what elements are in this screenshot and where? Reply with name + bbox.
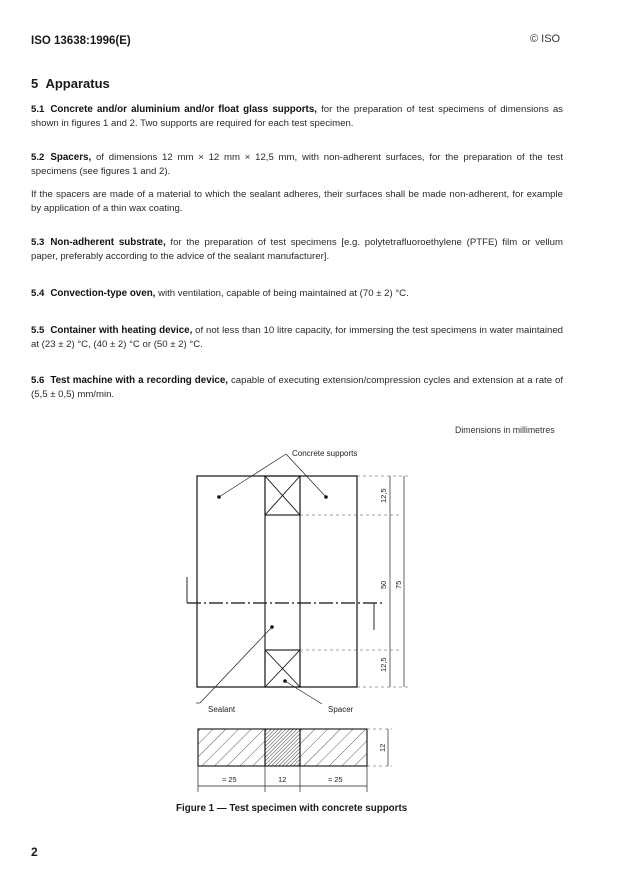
section-left-support — [198, 729, 265, 766]
dim-12-mid: 12 — [278, 775, 287, 784]
clause-term: Non-adherent substrate, — [50, 237, 166, 248]
concrete-supports-label: Concrete supports — [292, 449, 358, 458]
standard-id: ISO 13638:1996(E) — [31, 35, 131, 47]
clause-number: 5.3 — [31, 237, 45, 248]
dim-50: 50 — [379, 580, 388, 589]
clause-text: capable of executing extension/compression cycles and extension at a rate of (5,5 ± 0,5) mm/min. — [31, 375, 564, 400]
clause-number: 5.2 — [31, 152, 45, 163]
dim-25-right: ≈ 25 — [328, 775, 343, 784]
dim-12-5-top: 12,5 — [379, 488, 388, 503]
copyright-mark: © ISO — [530, 33, 561, 45]
section-right-support — [300, 729, 367, 766]
clause-term: Convection-type oven, — [50, 288, 156, 299]
plan-outline — [197, 476, 357, 687]
clause-number: 5.4 — [31, 288, 45, 299]
clause-text: of not less than 10 litre capacity, for immersing the test specimens in water maintained at (23 ± 2) °C, (40 ± 2) °C or (50 ± 2) °C. — [31, 325, 563, 350]
clause-term: Spacers, — [50, 152, 92, 163]
dim-25-left: ≈ 25 — [222, 775, 237, 784]
dim-12-5-bottom: 12,5 — [379, 657, 388, 672]
clause-text: with ventilation, capable of being maintained at (70 ± 2) °C. — [155, 288, 409, 299]
section-sealant — [265, 729, 300, 766]
page-number: 2 — [31, 845, 38, 859]
clause-term: Concrete and/or aluminium and/or float glass supports, — [50, 104, 317, 115]
dim-75: 75 — [394, 580, 403, 589]
figure-caption: Figure 1 — Test specimen with concrete supports — [176, 803, 408, 814]
sealant-label: Sealant — [208, 705, 236, 714]
section-number: 5 — [31, 76, 39, 91]
spacer-label: Spacer — [328, 705, 354, 714]
clause-term: Container with heating device, — [50, 325, 193, 336]
clause-text: of dimensions 12 mm × 12 mm × 12,5 mm, with non-adherent surfaces, for the preparation of the test specimens (see figures 1 and 2). — [31, 152, 563, 177]
clause-text: for the preparation of test specimens of dimensions as shown in figures 1 and 2. Two supports are required for each test specimen. — [31, 104, 563, 129]
clause-text: If the spacers are made of a material to which the sealant adheres, their surfaces shall be made non-adherent, for example by application of a thin wax coating. — [31, 189, 563, 214]
section-title: Apparatus — [45, 76, 110, 91]
clause-number: 5.6 — [31, 375, 45, 386]
clause-text: for the preparation of test specimens [e.g. polytetrafluoroethylene (PTFE) film or vellum paper, preferably according to the advice of the sealant manufacturer]. — [31, 237, 563, 262]
clause-number: 5.1 — [31, 104, 45, 115]
dimensions-note: Dimensions in millimetres — [455, 425, 555, 435]
clause-number: 5.5 — [31, 325, 45, 336]
dim-12-side: 12 — [378, 743, 387, 752]
clause-term: Test machine with a recording device, — [50, 375, 229, 386]
